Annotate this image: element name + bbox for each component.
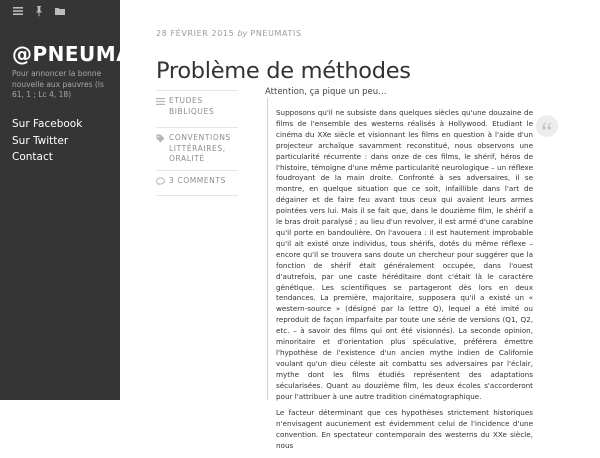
quote-paragraph: Supposons qu'il ne subsiste dans quelques siècles qu'une douzaine de films de l'ensemble des westerns réalisés à Hollywood. Etudiant le cinéma du XXe siècle et visionnant les films en question à l'aide d'un projecteur archaïque savamment reconstitué, nous observons une particularité récurrente : dans onze de ces films, le shérif, héros de l'histoire, témoigne d'une même particularité neurologique – un réflexe foudroyant de la main droite. Confronté à ses adversaires, il se montre, en quelque situation que ce soit, infaillible dans l'art de dégainer et de faire feu avant tous ceux qui avaient leurs armes pointées vers lui. Mais il se fait que, dans le douzième film, le shérif a le bras droit paralysé ; au lieu d'un revolver, il est armé d'une carabine qu'il porte en bandoulière. On l'avouera : il est hautement improbable qu'il ait existé onze individus, tous shérifs, dotés du même réflexe – encore qu'il se trouvera sans doute un chercheur pour suggérer que la fonction de shérif était généralement occupée, dans l'ouest d'autrefois, par une caste héréditaire dont c'était là le caractère génétique. Les scientifiques se partageront dès lors en deux tendances. La première, majoritaire, supposera qu'il a existé un « western-source » (désigné par la lettre Q), lequel a été imité ou reproduit de façon imparfaite par toute une série de versions (Q1, Q2, etc. – à savoir des films qui ont été visionnés). La seconde opinion, minoritaire et d'orientation plus spéculative, préférera émettre l'hypothèse de l'existence d'un ancien mythe indien de Californie voulant qu'un dieu céleste ait combattu ses adversaires par l'éclair, mythe dont les films étudiés représentent des adaptations sécularisées. Quant au douzième film, les deux écoles s'accorderont pour l'attribuer à une autre tradition cinématographique.: [276, 108, 533, 401]
post-title[interactable]: Problème de méthodes: [156, 58, 411, 85]
post-date[interactable]: 28 FÉVRIER 2015: [156, 29, 235, 38]
post-categories: [156, 90, 238, 128]
folder-icon[interactable]: [54, 5, 66, 17]
category-word: BIBLIQUES: [169, 106, 215, 116]
tag-word: ORALITÉ: [169, 154, 205, 163]
main-content: [120, 0, 600, 451]
post-tags: [156, 127, 238, 174]
nav-item-facebook[interactable]: Sur Facebook: [12, 118, 83, 130]
post-meta: [156, 29, 302, 38]
tag-links[interactable]: [169, 133, 239, 165]
blockquote: [267, 98, 592, 451]
tag-word: CONVENTIONS: [169, 133, 231, 142]
quote-paragraph: Le facteur déterminant que ces hypothèses strictement historiques n'envisagent aucunement est évidemment celui de l'incidence d'une convention. En spectateur contemporain des westerns du XXe siècle, nous: [276, 408, 533, 451]
list-icon: [156, 97, 165, 106]
tag-icon: [156, 134, 165, 143]
quote-icon: [536, 115, 558, 137]
blockquote-text: [276, 108, 533, 458]
comment-icon: [156, 177, 165, 186]
sidebar: [0, 0, 168, 400]
nav-item-twitter[interactable]: Sur Twitter: [12, 134, 69, 147]
post-by: by: [237, 29, 248, 38]
sidebar-toolbar: [0, 0, 120, 22]
pin-icon[interactable]: [33, 5, 45, 17]
comments-link[interactable]: 3 COMMENTS: [169, 176, 226, 185]
nav-item-contact[interactable]: Contact: [12, 151, 53, 163]
category-word: ETUDES: [169, 96, 203, 105]
site-description: Pour annoncer la bonne nouvelle aux pauvres (Is 61, 1 ; Lc 4, 18): [12, 69, 104, 99]
category-link[interactable]: [169, 96, 239, 117]
site-title[interactable]: @PNEUMATIS: [12, 42, 168, 66]
tag-word: LITTÉRAIRES,: [169, 143, 226, 153]
sidebar-nav: [12, 116, 82, 166]
post-comments: [156, 170, 238, 196]
post-lead: Attention, ça pique un peu…: [265, 87, 387, 97]
menu-icon[interactable]: [12, 5, 24, 17]
post-author[interactable]: PNEUMATIS: [250, 29, 302, 38]
